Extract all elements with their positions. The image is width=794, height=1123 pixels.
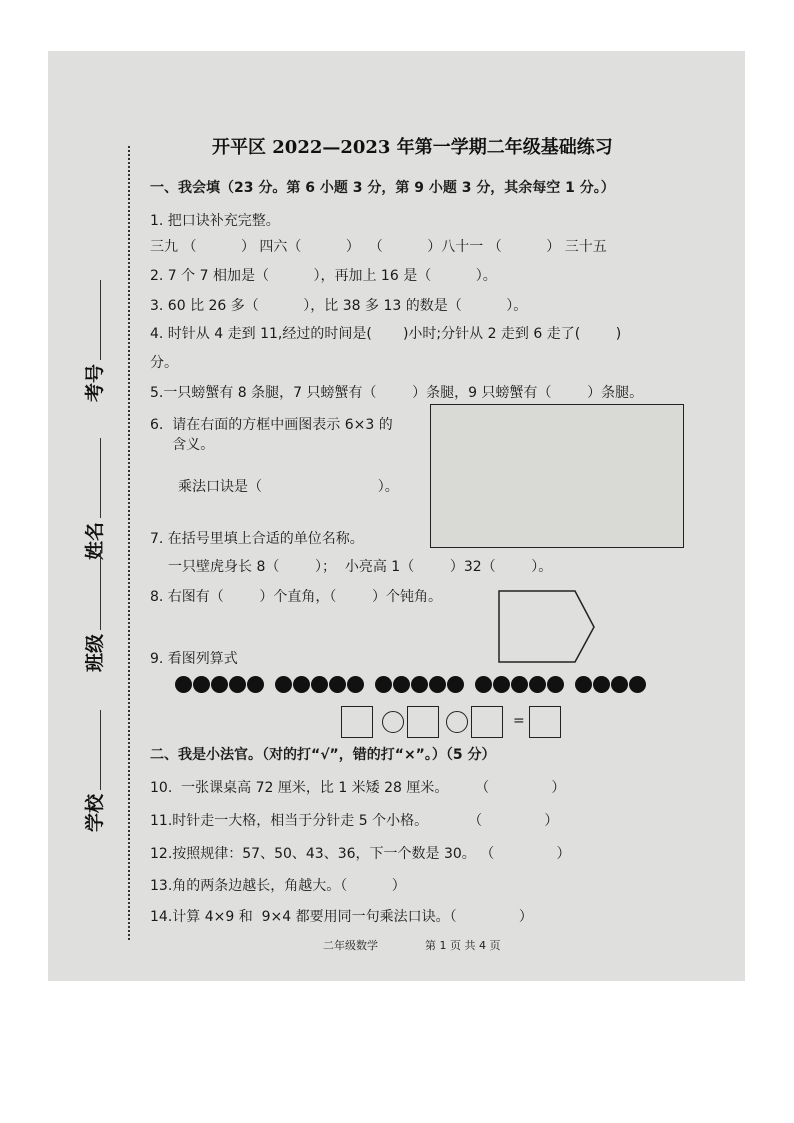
- question-2: 2. 7 个 7 相加是（ ），再加上 16 是（ ）。: [150, 268, 497, 284]
- pentagon-figure: [497, 589, 597, 665]
- answer-box-3[interactable]: [471, 706, 503, 738]
- exam-number-blank[interactable]: [86, 280, 101, 360]
- dot: [375, 676, 392, 693]
- dot: [329, 676, 346, 693]
- question-4-line2: 分。: [150, 355, 178, 371]
- drawing-box[interactable]: [430, 404, 684, 548]
- question-3: 3. 60 比 26 多（ ），比 38 多 13 的数是（ ）。: [150, 298, 528, 314]
- answer-box-4[interactable]: [529, 706, 561, 738]
- dot: [529, 676, 546, 693]
- answer-box-1[interactable]: [341, 706, 373, 738]
- question-7-line2: 一只壁虎身长 8（ ）； 小亮高 1（ ）32（ ）。: [168, 559, 553, 575]
- dot: [493, 676, 510, 693]
- dot: [193, 676, 210, 693]
- section-2-header: 二、我是小法官。（对的打“√”，错的打“×”。）（5 分）: [150, 747, 496, 763]
- question-4-line1: 4. 时针从 4 走到 11,经过的时间是( )小时;分针从 2 走到 6 走了( ): [150, 326, 622, 342]
- dot: [575, 676, 592, 693]
- question-7-line1: 7. 在括号里填上合适的单位名称。: [150, 531, 364, 547]
- question-6-line2: 含义。: [150, 437, 215, 453]
- question-12: 12.按照规律：57、50、43、36，下一个数是 30。 （ ）: [150, 846, 571, 862]
- dot: [175, 676, 192, 693]
- question-5: 5.一只螃蟹有 8 条腿，7 只螃蟹有（ ）条腿，9 只螃蟹有（ ）条腿。: [150, 385, 644, 401]
- dot: [447, 676, 464, 693]
- dot: [393, 676, 410, 693]
- name-blank[interactable]: [86, 438, 101, 518]
- dot: [311, 676, 328, 693]
- operator-circle-1[interactable]: [382, 711, 404, 733]
- question-6-line1: 6. 请在右面的方框中画图表示 6×3 的: [150, 417, 393, 433]
- question-6-line3: 乘法口诀是（ ）。: [178, 479, 399, 495]
- dot: [429, 676, 446, 693]
- dot: [229, 676, 246, 693]
- question-13: 13.角的两条边越长，角越大。（ ）: [150, 878, 406, 894]
- dot: [547, 676, 564, 693]
- dot: [211, 676, 228, 693]
- page-title: 开平区 2022—2023 年第一学期二年级基础练习: [212, 137, 613, 158]
- footer-page: 第 1 页 共 4 页: [425, 939, 501, 952]
- binding-line: [128, 146, 130, 940]
- school-label: 学校: [80, 710, 107, 832]
- dot: [275, 676, 292, 693]
- section-1-header: 一、我会填（23 分。第 6 小题 3 分，第 9 小题 3 分，其余每空 1 分。）: [150, 180, 615, 196]
- class-blank[interactable]: [86, 550, 101, 630]
- question-11: 11.时针走一大格，相当于分针走 5 个小格。 （ ）: [150, 813, 559, 829]
- dot: [347, 676, 364, 693]
- school-blank[interactable]: [86, 710, 101, 790]
- dot: [475, 676, 492, 693]
- dot: [511, 676, 528, 693]
- equals-sign: =: [513, 713, 525, 729]
- footer-subject: 二年级数学: [323, 939, 378, 952]
- dot: [629, 676, 646, 693]
- name-label: 姓名: [80, 438, 107, 560]
- exam-number-label: 考号: [80, 280, 107, 402]
- dot: [611, 676, 628, 693]
- dot: [593, 676, 610, 693]
- question-1: 1. 把口诀补充完整。: [150, 213, 280, 229]
- question-14: 14.计算 4×9 和 9×4 都要用同一句乘法口诀。（ ）: [150, 909, 533, 925]
- class-label: 班级: [80, 550, 107, 672]
- question-8: 8. 右图有（ ）个直角，（ ）个钝角。: [150, 589, 443, 605]
- question-10: 10. 一张课桌高 72 厘米，比 1 米矮 28 厘米。 （ ）: [150, 780, 566, 796]
- dot: [411, 676, 428, 693]
- operator-circle-2[interactable]: [446, 711, 468, 733]
- dot: [247, 676, 264, 693]
- question-1-line: 三九 （ ） 四六（ ） （ ）八十一 （ ） 三十五: [150, 239, 607, 255]
- question-9: 9. 看图列算式: [150, 651, 238, 667]
- answer-box-2[interactable]: [407, 706, 439, 738]
- dot: [293, 676, 310, 693]
